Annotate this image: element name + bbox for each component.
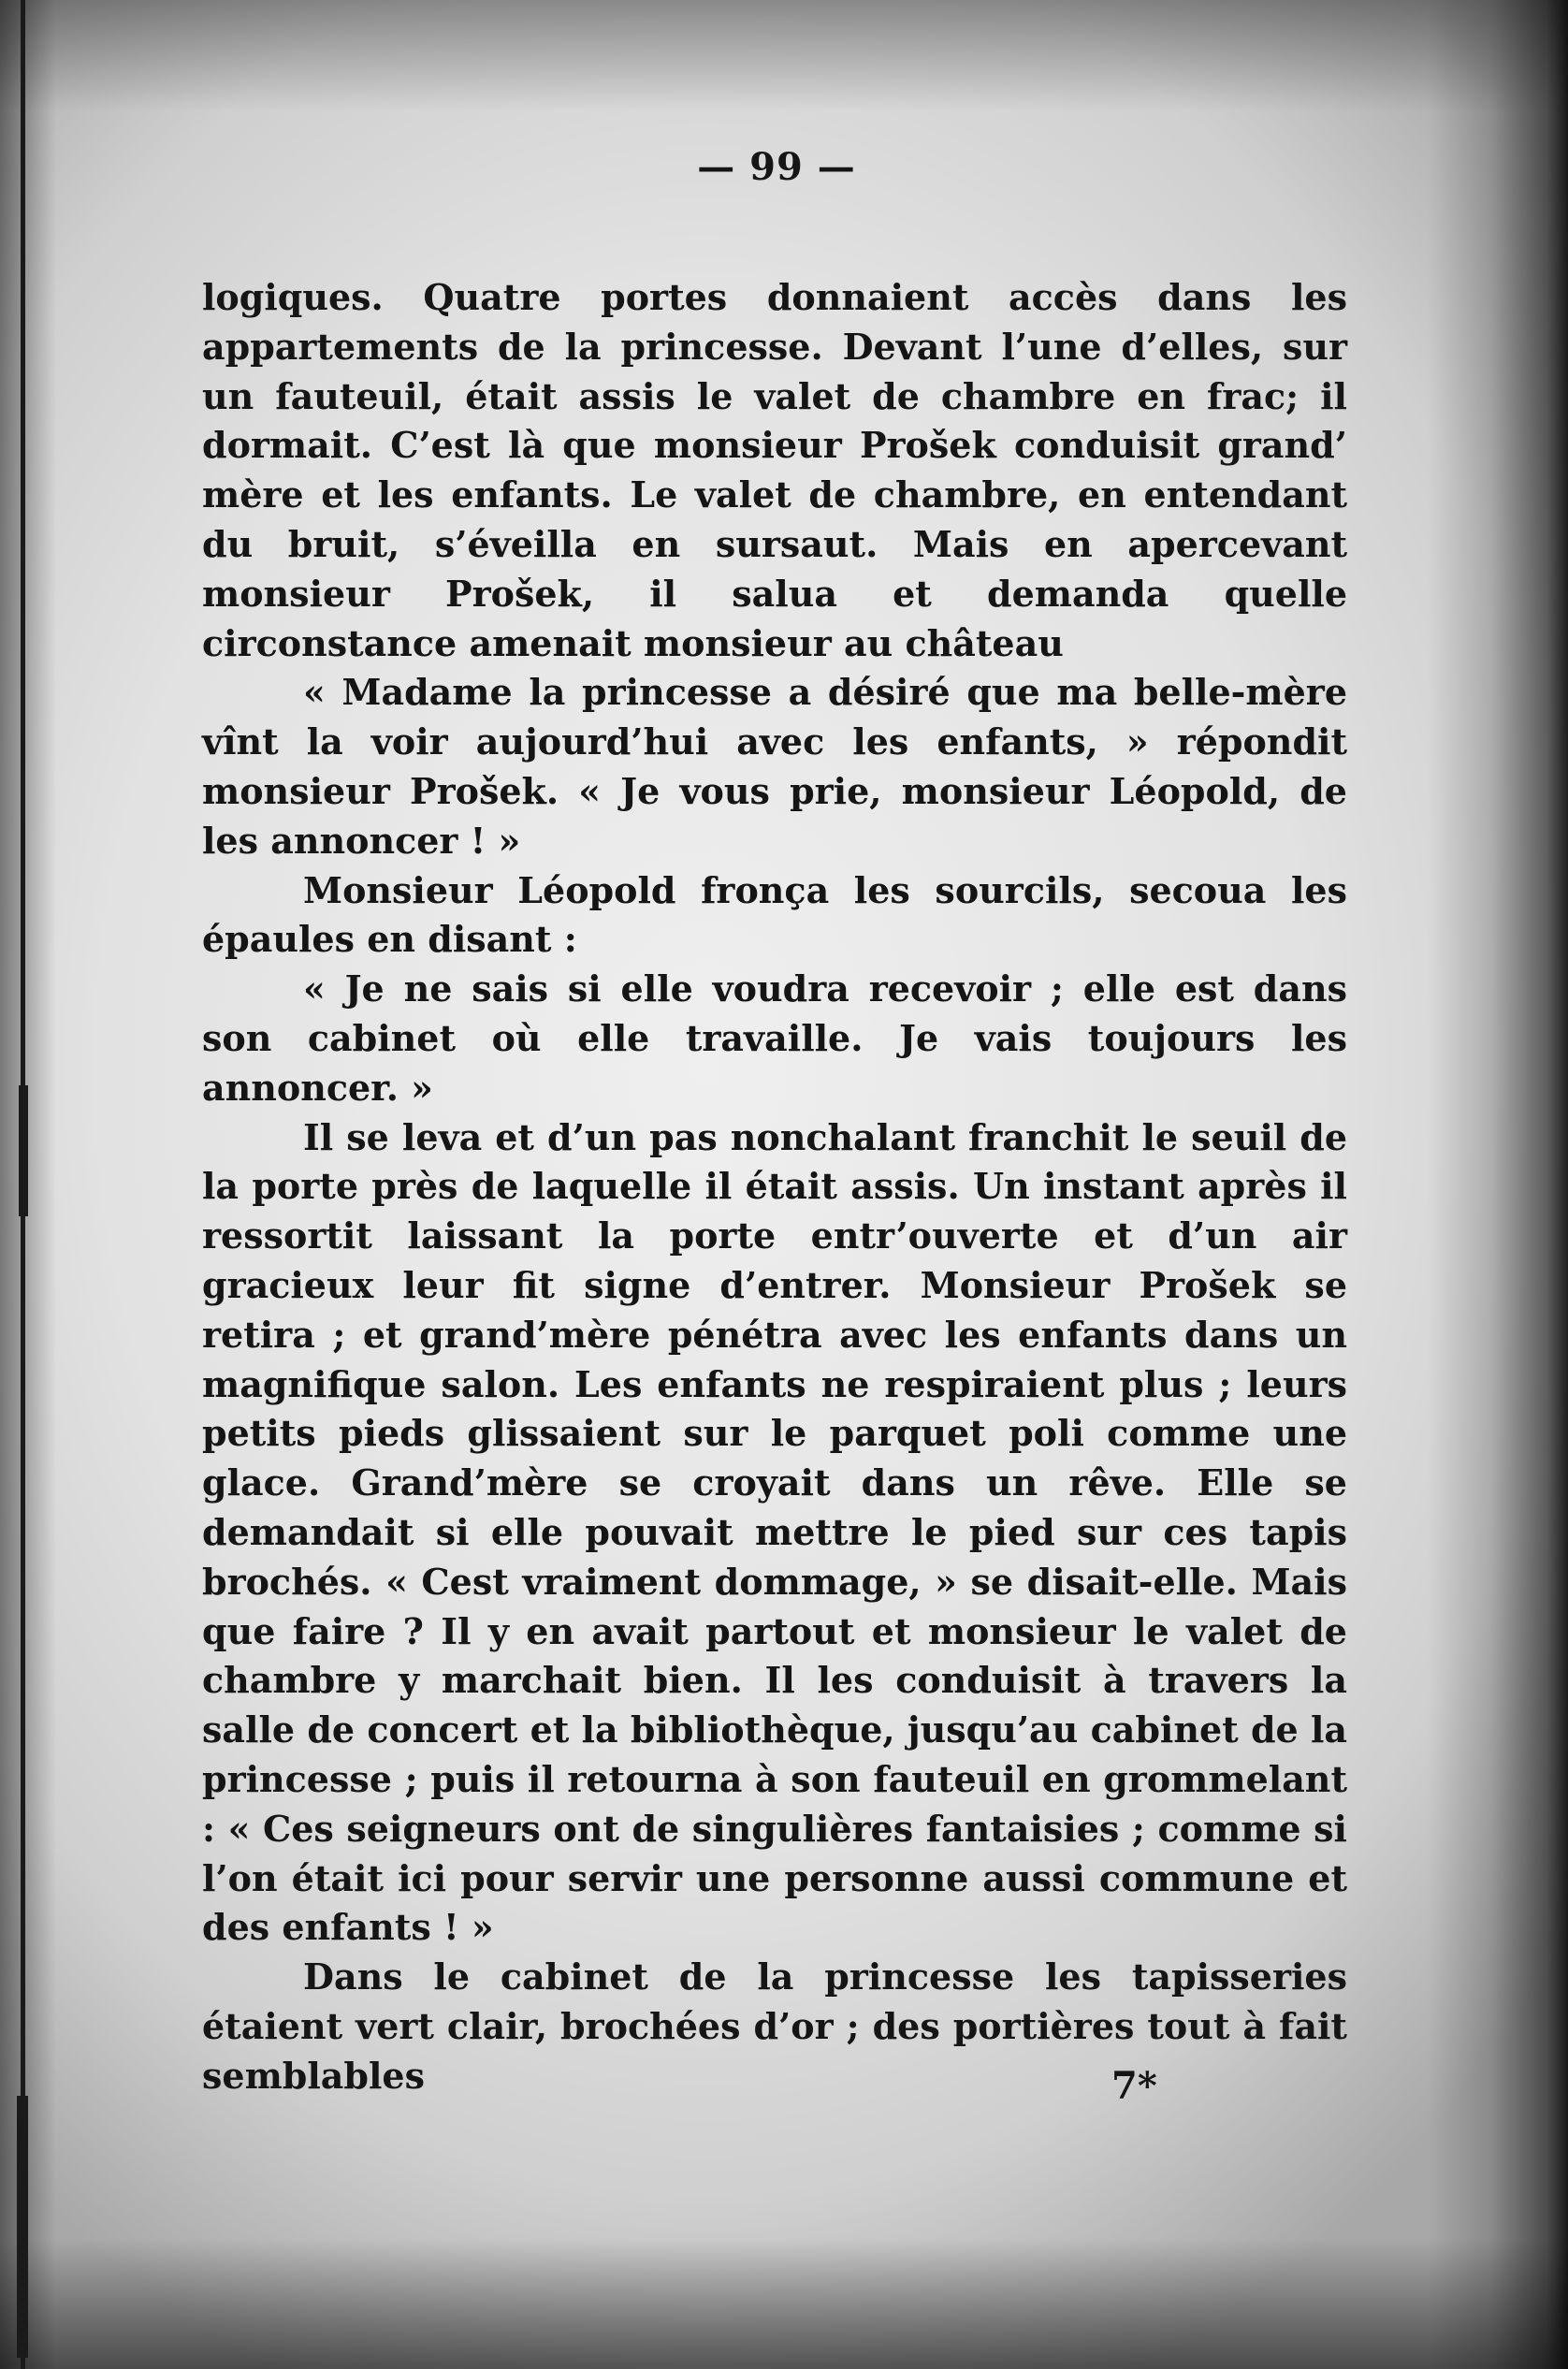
body-text [202,273,1347,2100]
signature-mark: 7* [1111,2064,1157,2108]
binding-mark-lower [17,2096,28,2358]
binding-mark [19,1085,28,1216]
paragraph: logiques. Quatre portes donnaient accès dans les appartements de la princesse. Devant l’une d’elles, sur un fauteuil, était assis le valet de chambre en frac; il dormait. C’est là que monsieur Prošek conduisit grand’ mère et les enfants. Le valet de chambre, en entendant du bruit, s’éveilla en sursaut. Mais en apercevant monsieur Prošek, il salua et demanda quelle circonstance amenait monsieur au château [202,276,1347,664]
left-edge-shadow [0,0,56,2369]
paragraph: Dans le cabinet de la princesse les tapisseries étaient vert clair, brochées d’or ; des portières tout à fait semblables [202,1955,1347,2097]
paragraph: Il se leva et d’un pas nonchalant franchit le seuil de la porte près de laquelle il était assis. Un instant après il ressortit laissant la porte entr’ouverte et d’un air gracieux leur fit signe d’entrer. Monsieur Prošek se retira ; et grand’mère pénétra avec les enfants dans un magnifique salon. Les enfants ne respiraient plus ; leurs petits pieds glissaient sur le parquet poli comme une glace. Grand’mère se croyait dans un rêve. Elle se demandait si elle pouvait mettre le pied sur ces tapis brochés. « Cest vraiment dommage, » se disait-elle. Mais que faire ? Il y en avait partout et monsieur le valet de chambre y marchait bien. Il les conduisit à travers la salle de concert et la bibliothèque, jusqu’au cabinet de la princesse ; puis il retourna à son fauteuil en grommelant : « Ces seigneurs ont de singulières fantaisies ; comme si l’on était ici pour servir une personne aussi commune et des enfants ! » [202,1115,1347,1949]
paragraph: « Je ne sais si elle voudra recevoir ; elle est dans son cabinet où elle travaille. Je vais toujours les annoncer. » [202,967,1347,1109]
bottom-edge-shadow [0,2238,1568,2369]
paragraph: « Madame la princesse a désiré que ma belle-mère vînt la voir aujourd’hui avec les enfants, » répondit monsieur Prošek. « Je vous prie, monsieur Léopold, de les annoncer ! » [202,671,1347,862]
paragraph: Monsieur Léopold fronça les sourcils, secoua les épaules en disant : [202,868,1347,961]
top-edge-shadow [0,0,1568,112]
page-number: — 99 — [697,145,856,189]
right-edge-shadow [1428,0,1568,2369]
